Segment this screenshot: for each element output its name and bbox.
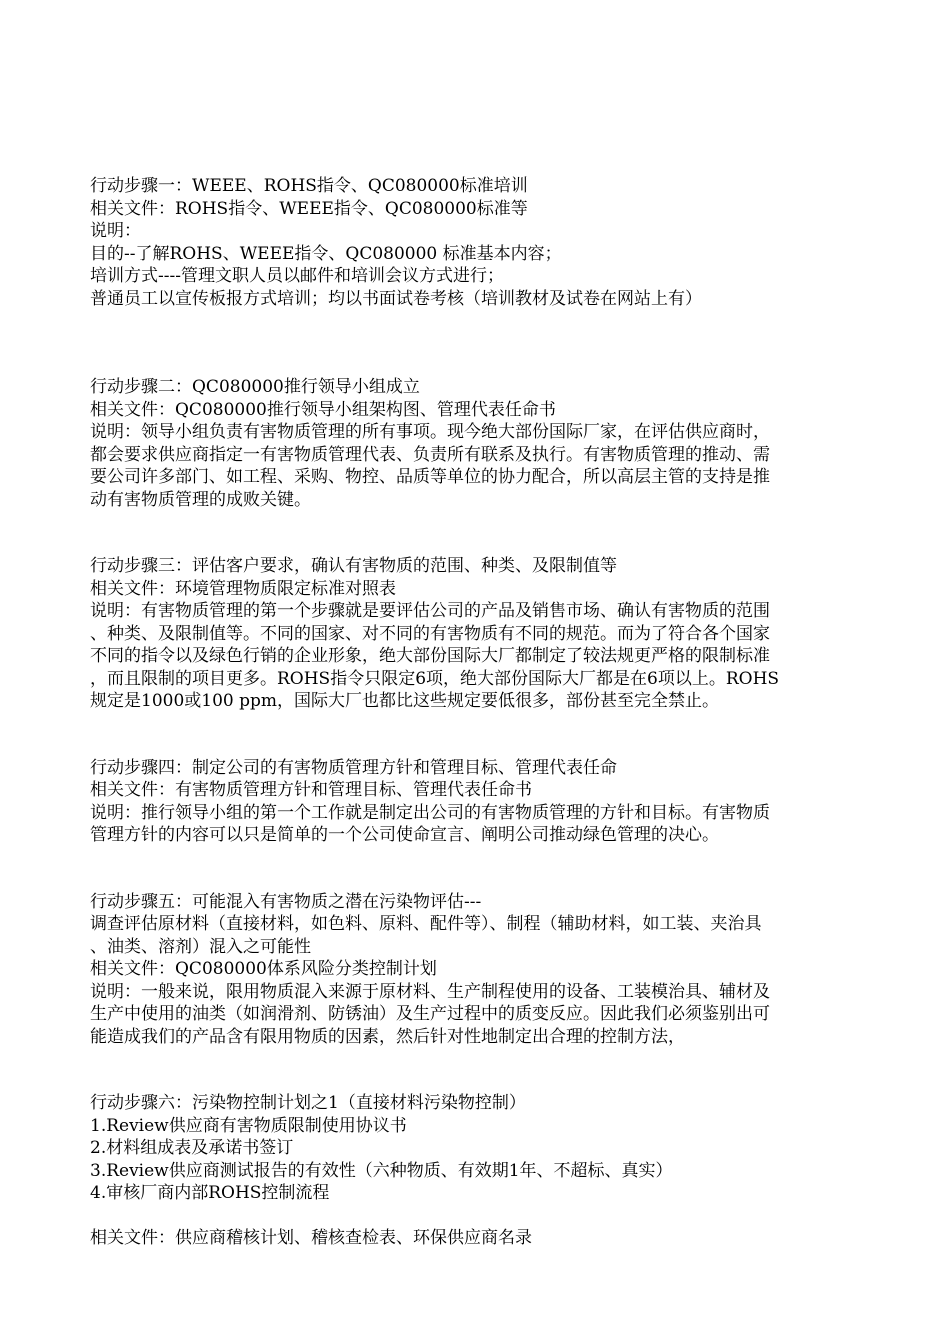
step-5-note-line: 生产中使用的油类（如润滑剂、防锈油）及生产过程中的质变反应。因此我们必须鉴别出可 (90, 1004, 770, 1024)
step-2-note-line: 都会要求供应商指定一有害物质管理代表、负责所有联系及执行。有害物质管理的推动、需 (90, 444, 770, 465)
step-6-item: 3.Review供应商测试报告的有效性（六种物质、有效期1年、不超标、真实） (90, 1160, 673, 1181)
step-1-note-label: 说明： (90, 221, 141, 241)
step-3-note-line: 不同的指令以及绿色行销的企业形象，绝大部份国际大厂都制定了较法规更严格的限制标准 (90, 646, 770, 666)
step-1-section (90, 175, 865, 310)
step-3-title: 行动步骤三：评估客户要求，确认有害物质的范围、种类、及限制值等 (90, 556, 617, 576)
step-2-note-line: 说明：领导小组负责有害物质管理的所有事项。现今绝大部份国际厂家，在评估供应商时， (90, 422, 770, 442)
step-5-scope-line: 调查评估原材料（直接材料，如色料、原料、配件等）、制程（辅助材料，如工装、夹治具 (90, 914, 762, 934)
section-spacer (90, 847, 865, 891)
step-6-related-docs: 相关文件：供应商稽核计划、稽核查检表、环保供应商名录 (90, 1227, 532, 1248)
step-1-purpose: 目的--了解ROHS、WEEE指令、QC080000 标准基本内容； (90, 243, 562, 264)
step-3-section (90, 555, 865, 713)
step-4-note-line: 管理方针的内容可以只是简单的一个公司使命宣言、阐明公司推动绿色管理的决心。 (90, 825, 719, 845)
step-2-section (90, 376, 865, 511)
step-5-scope-line: 、油类、溶剂）混入之可能性 (90, 936, 311, 957)
document-body (90, 175, 865, 1249)
step-5-related-docs: 相关文件：QC080000体系风险分类控制计划 (90, 959, 437, 979)
step-1-staff-training: 普通员工以宣传板报方式培训；均以书面试卷考核（培训教材及试卷在网站上有） (90, 288, 702, 309)
step-1-training-method: 培训方式----管理文职人员以邮件和培训会议方式进行； (90, 266, 504, 286)
section-spacer (90, 1205, 865, 1227)
step-5-note-line: 说明：一般来说，限用物质混入来源于原材料、生产制程使用的设备、工装模治具、辅材及 (90, 981, 770, 1002)
section-spacer (90, 511, 865, 555)
step-1-related-docs: 相关文件：ROHS指令、WEEE指令、QC080000标准等 (90, 198, 528, 219)
step-4-note-line: 说明：推行领导小组的第一个工作就是制定出公司的有害物质管理的方针和目标。有害物质 (90, 802, 770, 823)
step-3-related-docs: 相关文件：环境管理物质限定标准对照表 (90, 578, 396, 599)
step-6-item: 2.材料组成表及承诺书签订 (90, 1138, 294, 1158)
step-3-note-line: 规定是1000或100 ppm，国际大厂也都比这些规定要低很多，部份甚至完全禁止。 (90, 691, 719, 711)
step-2-related-docs: 相关文件：QC080000推行领导小组架构图、管理代表任命书 (90, 399, 556, 420)
step-5-section (90, 891, 865, 1049)
step-2-title: 行动步骤二：QC080000推行领导小组成立 (90, 377, 420, 397)
section-spacer (90, 1048, 865, 1092)
step-5-note-line: 能造成我们的产品含有限用物质的因素，然后针对性地制定出合理的控制方法， (90, 1026, 685, 1047)
step-6-item: 4.审核厂商内部ROHS控制流程 (90, 1183, 330, 1203)
step-2-note-line: 要公司许多部门、如工程、采购、物控、品质等单位的协力配合，所以高层主管的支持是推 (90, 467, 770, 487)
step-4-title: 行动步骤四：制定公司的有害物质管理方针和管理目标、管理代表任命 (90, 757, 617, 778)
step-3-note-line: ，而且限制的项目更多。ROHS指令只限定6项，绝大部份国际大厂都是在6项以上。ROHS (90, 668, 780, 689)
step-4-related-docs: 相关文件：有害物质管理方针和管理目标、管理代表任命书 (90, 780, 532, 800)
section-spacer (90, 713, 865, 757)
section-spacer (90, 310, 865, 376)
step-6-item: 1.Review供应商有害物质限制使用协议书 (90, 1115, 407, 1136)
step-6-title: 行动步骤六：污染物控制计划之1（直接材料污染物控制） (90, 1093, 526, 1113)
step-2-note-line: 动有害物质管理的成败关键。 (90, 489, 311, 510)
step-4-section (90, 757, 865, 847)
step-3-note-line: 说明：有害物质管理的第一个步骤就是要评估公司的产品及销售市场、确认有害物质的范围 (90, 601, 770, 621)
step-3-note-line: 、种类、及限制值等。不同的国家、对不同的有害物质有不同的规范。而为了符合各个国家 (90, 623, 770, 644)
step-6-section (90, 1092, 865, 1249)
step-1-title: 行动步骤一：WEEE、ROHS指令、QC080000标准培训 (90, 176, 528, 196)
step-5-title: 行动步骤五：可能混入有害物质之潜在污染物评估--- (90, 891, 482, 912)
